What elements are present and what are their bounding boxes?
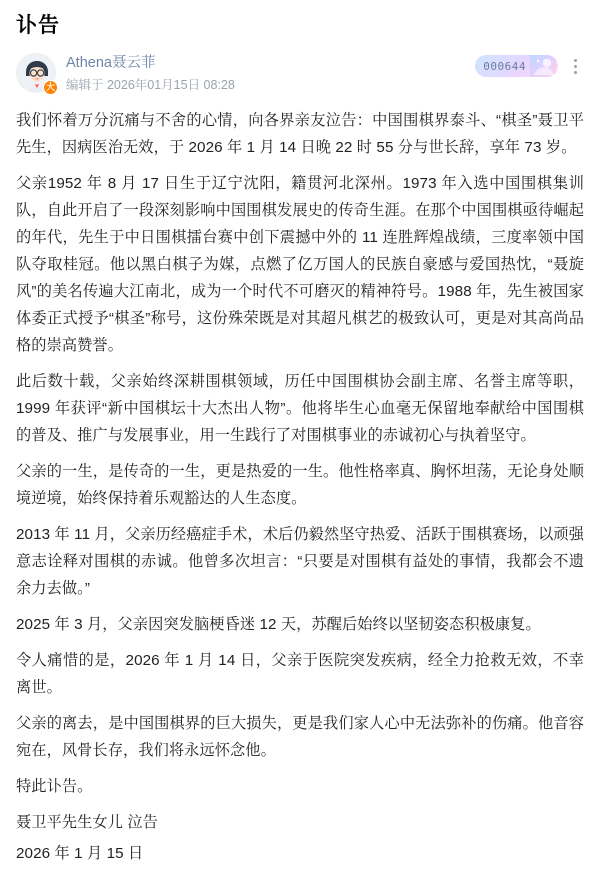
paragraph: 我们怀着万分沉痛与不舍的心情，向各界亲友泣告：中国围棋界泰斗、“棋圣”聂卫平先生，因病医治无效，于 2026 年 1 月 14 日晚 22 时 55 分与世长辞，享年 73 岁。 [16,112,584,157]
avatar[interactable] [16,53,56,93]
paragraph: 此后数十载，父亲始终深耕围棋领域，历任中国围棋协会副主席、名誉主席等职，1999 年获评“新中国棋坛十大杰出人物”。他将毕生心血毫无保留地奉献给中国围棋的普及、推广与发展事业，用一生践行了对围棋事业的赤诚初心与执着坚守。 [16,373,584,445]
dot [574,59,577,62]
header-actions [475,51,584,77]
page-title: 讣告 [16,14,60,37]
paragraph: 2013 年 11 月，父亲历经癌症手术，术后仍毅然坚守热爱、活跃于围棋赛场，以顽强意志诠释对围棋的赤诚。他曾多次坦言：“只要是对围棋有益处的事情，我都会不遗余力去做。” [16,526,584,598]
author-meta [66,51,235,95]
paragraph: 父亲的离去，是中国围棋界的巨大损失，更是我们家人心中无法弥补的伤痛。他音容宛在，风骨长存，我们将永远怀念他。 [16,715,584,760]
author-name[interactable]: Athena聂云菲 [66,55,156,72]
signature: 聂卫平先生女儿 泣告 [16,814,158,832]
paragraph: 父亲1952 年 8 月 17 日生于辽宁沈阳，籍贯河北深州。1973 年入选中国围棋集训队，自此开启了一段深刻影响中国围棋发展史的传奇生涯。在那个中国围棋亟待崛起的年代，先生于中日围棋擂台赛中创下震撼中外的 11 连胜辉煌战绩，三度率领中国队夺取桂冠。他以黑白棋子为媒，点燃了亿万国人的民族自豪感与爱国热忱，“聂旋风”的美名传遍大江南北，成为一个时代不可磨灭的精神符号。1988 年，先生被国家体委正式授予“棋圣”称号，这份殊荣既是对其超凡棋艺的极致认可，更是对其高尚品格的崇高赞誉。 [16,175,584,355]
badge-art-icon [530,55,556,77]
dot [574,65,577,68]
paragraph: 父亲的一生，是传奇的一生，更是热爱的一生。他性格率真、胸怀坦荡，无论身处顺境逆境，始终保持着乐观豁达的人生态度。 [16,463,584,508]
paragraph: 令人痛惜的是，2026 年 1 月 14 日，父亲于医院突发疾病，经全力抢救无效，不幸离世。 [16,652,584,697]
more-options-icon[interactable] [566,55,584,77]
dot [574,71,577,74]
paragraph: 2025 年 3 月，父亲因突发脑梗昏迷 12 天，苏醒后始终以坚韧姿态积极康复。 [16,616,541,634]
gradient-badge-icon [530,55,556,77]
post-body [16,105,584,867]
badge-code: 000644 [483,59,526,73]
author-header [16,47,584,105]
edited-timestamp: 编辑于 2026年01月15日 08:28 [66,78,235,93]
signature-date: 2026 年 1 月 15 日 [16,845,144,863]
badge-pill[interactable] [475,55,558,77]
avatar-level-badge: 大 [43,80,58,95]
paragraph: 特此讣告。 [16,778,93,796]
